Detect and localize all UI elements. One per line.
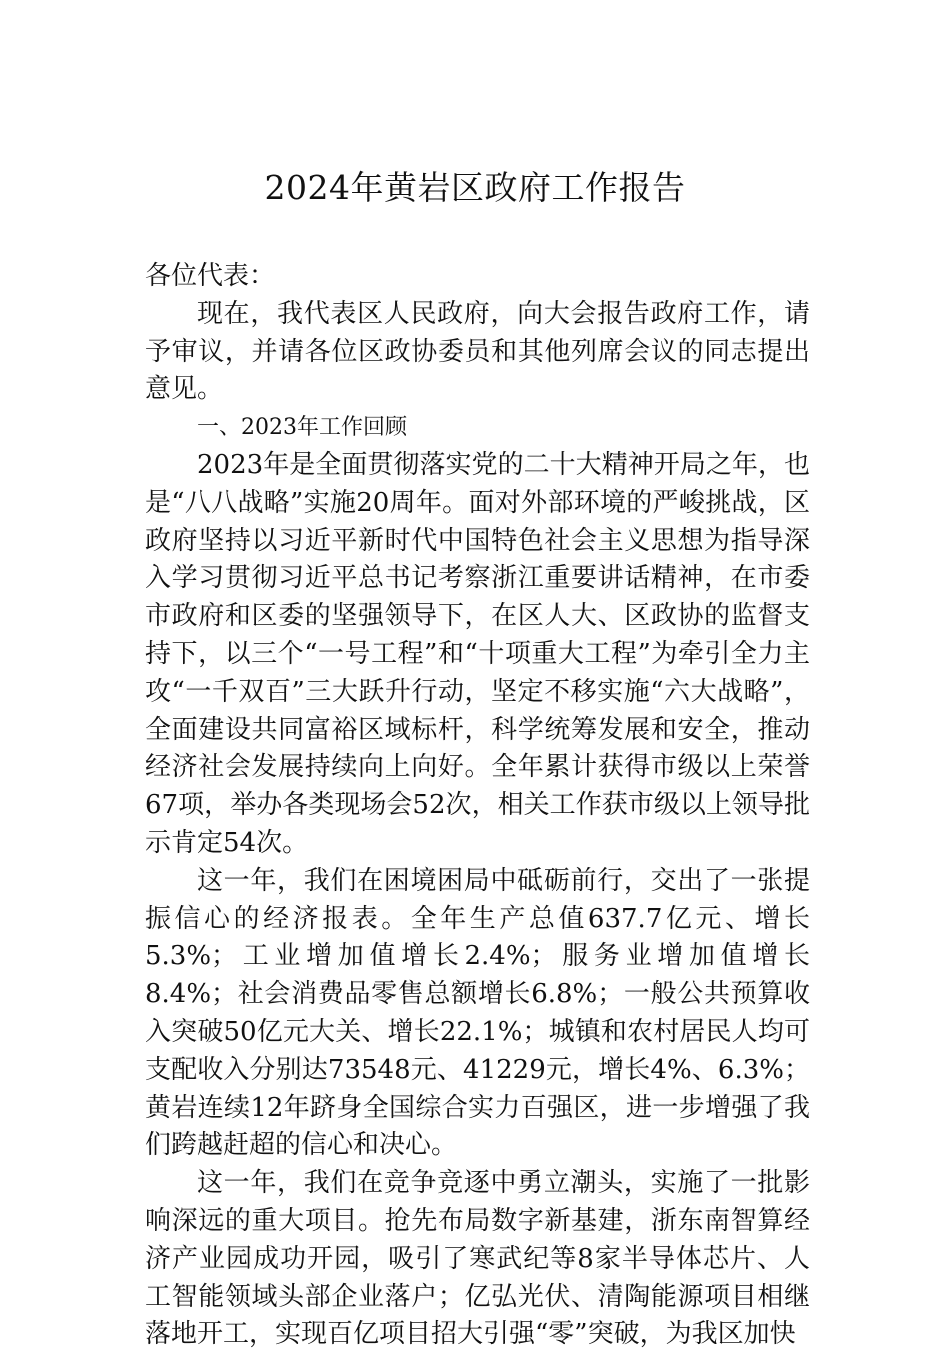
paragraph-projects: 这一年，我们在竞争竞逐中勇立潮头，实施了一批影响深远的重大项目。抢先布局数字新基建，浙东南智算经济产业园成功开园，吸引了寒武纪等8家半导体芯片、人工智能领域头部企业落户；亿弘光伏、清陶能源项目相继落地开工，实现百亿项目招大引强“零”突破，为我区加快	[145, 1168, 810, 1350]
document-body	[145, 258, 810, 1354]
page-title: 2024年黄岩区政府工作报告	[264, 168, 686, 207]
paragraph-economy: 这一年，我们在困境困局中砥砺前行，交出了一张提振信心的经济报表。全年生产总值637.7亿元、增长5.3%；工业增加值增长2.4%；服务业增加值增长8.4%；社会消费品零售总额增长6.8%；一般公共预算收入突破50亿元大关、增长22.1%；城镇和农村居民人均可支配收入分别达73548元、41229元，增长4%、6.3%；黄岩连续12年跻身全国综合实力百强区，进一步增强了我们跨越赶超的信心和决心。	[145, 865, 810, 1161]
salutation: 各位代表：	[145, 261, 276, 291]
paragraph-overview: 2023年是全面贯彻落实党的二十大精神开局之年，也是“八八战略”实施20周年。面对外部环境的严峻挑战，区政府坚持以习近平新时代中国特色社会主义思想为指导深入学习贯彻习近平总书记考察浙江重要讲话精神，在市委市政府和区委的坚强领导下，在区人大、区政协的监督支持下，以三个“一号工程”和“十项重大工程”为牵引全力主攻“一千双百”三大跃升行动，坚定不移实施“六大战略”，全面建设共同富裕区域标杆，科学统筹发展和安全，推动经济社会发展持续向上向好。全年累计获得市级以上荣誉67项，举办各类现场会52次，相关工作获市级以上领导批示肯定54次。	[145, 449, 810, 858]
section-heading: 一、2023年工作回顾	[197, 415, 407, 441]
intro-paragraph: 现在，我代表区人民政府，向大会报告政府工作，请予审议，并请各位区政协委员和其他列席会议的同志提出意见。	[145, 298, 810, 405]
